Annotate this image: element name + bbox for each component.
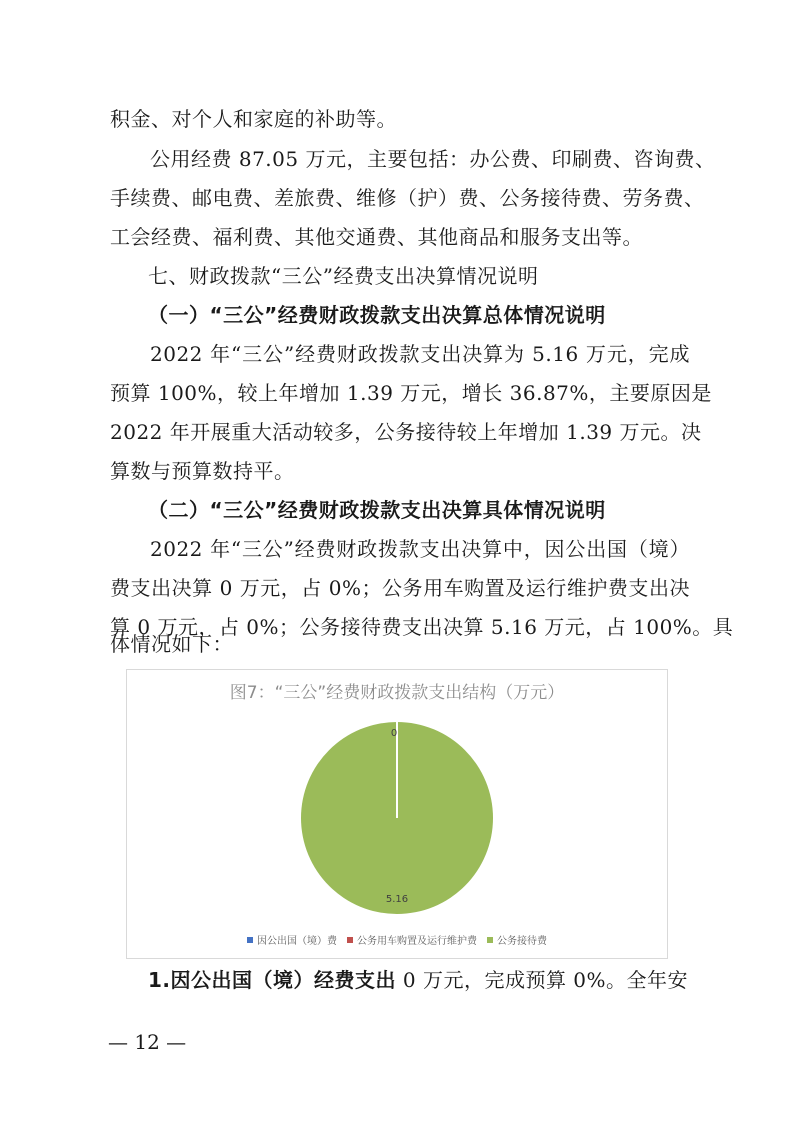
legend-swatch xyxy=(487,937,493,943)
legend-swatch xyxy=(247,937,253,943)
paragraph-line: 算 0 万元，占 0%；公务接待费支出决算 5.16 万元，占 100%。具 xyxy=(110,615,734,639)
paragraph-line: 预算 100%，较上年增加 1.39 万元，增长 36.87%，主要原因是 xyxy=(110,381,712,405)
item-heading: 1.因公出国（境）经费支出 xyxy=(148,968,397,992)
legend-label: 公务接待费 xyxy=(497,936,547,947)
paragraph-line: 手续费、邮电费、差旅费、维修（护）费、公务接待费、劳务费、 xyxy=(110,186,705,210)
paragraph-line: 体情况如下： xyxy=(110,632,233,656)
subsection-heading: （一）“三公”经费财政拨款支出决算总体情况说明 xyxy=(148,303,606,327)
paragraph-line: 积金、对个人和家庭的补助等。 xyxy=(110,107,397,131)
legend-item xyxy=(487,932,547,947)
subsection-heading: （二）“三公”经费财政拨款支出决算具体情况说明 xyxy=(148,498,606,522)
chart-legend xyxy=(127,932,667,947)
legend-item xyxy=(347,932,477,947)
paragraph-line: 工会经费、福利费、其他交通费、其他商品和服务支出等。 xyxy=(110,225,643,249)
legend-item xyxy=(247,932,337,947)
paragraph-line: 2022 年“三公”经费财政拨款支出决算为 5.16 万元，完成 xyxy=(150,342,690,366)
pie-data-label: 5.16 xyxy=(385,894,409,905)
section-heading: 七、财政拨款“三公”经费支出决算情况说明 xyxy=(148,264,539,288)
pie-chart xyxy=(126,669,668,959)
item-text: 0 万元，完成预算 0%。全年安 xyxy=(396,968,689,992)
paragraph-line xyxy=(148,966,693,994)
legend-label: 公务用车购置及运行维护费 xyxy=(357,936,477,947)
pie-data-label: 0 xyxy=(390,728,398,739)
paragraph-line: 2022 年开展重大活动较多，公务接待较上年增加 1.39 万元。决 xyxy=(110,420,702,444)
paragraph-line: 2022 年“三公”经费财政拨款支出决算中，因公出国（境） xyxy=(150,537,690,561)
pie-chart-svg xyxy=(127,670,667,958)
page-number: — 12 — xyxy=(108,1030,187,1054)
chart-title: 图7：“三公”经费财政拨款支出结构（万元） xyxy=(229,683,565,703)
paragraph-line: 算数与预算数持平。 xyxy=(110,459,295,483)
legend-swatch xyxy=(347,937,353,943)
legend-label: 因公出国（境）费 xyxy=(257,936,337,947)
paragraph-line: 公用经费 87.05 万元，主要包括：办公费、印刷费、咨询费、 xyxy=(150,147,716,171)
paragraph-line: 费支出决算 0 万元，占 0%；公务用车购置及运行维护费支出决 xyxy=(110,576,690,600)
